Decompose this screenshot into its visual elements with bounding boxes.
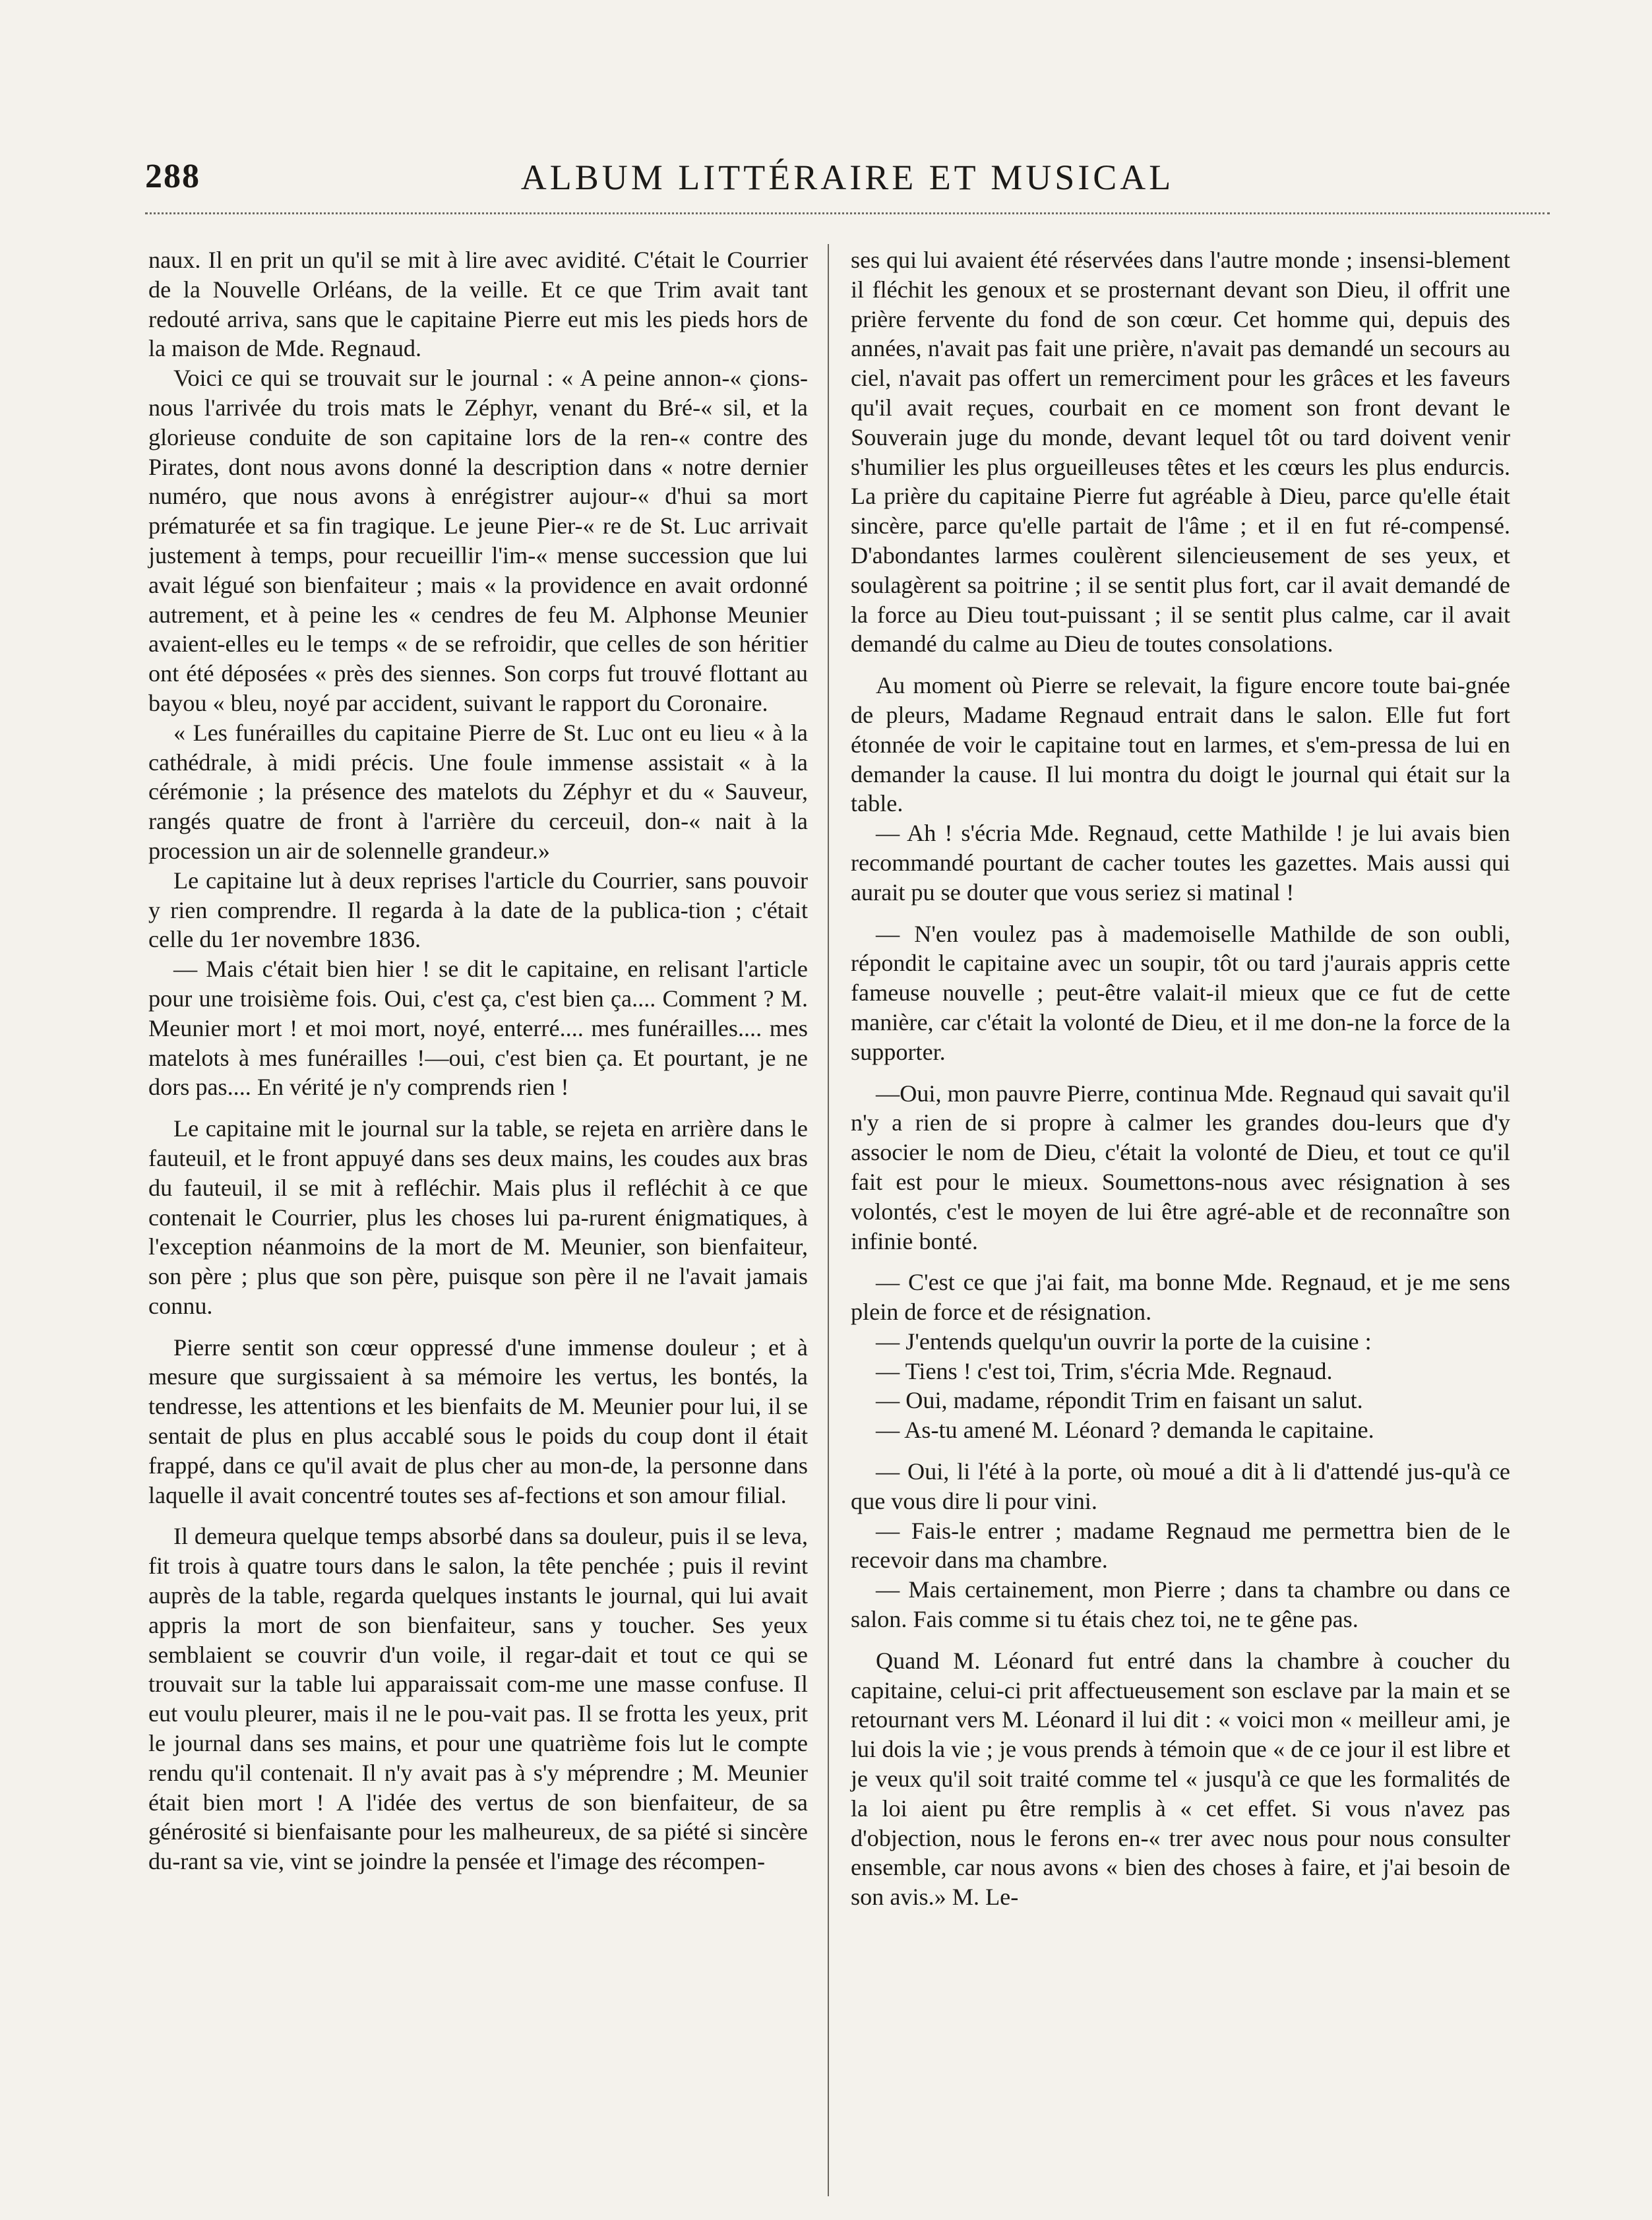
paragraph: — N'en voulez pas à mademoiselle Mathilde de son oubli, répondit le capitaine avec un soupir, tôt ou tard j'aurais appris cette fameuse nouvelle ; peut-être valait-il mieux que ce fut de cette manière, car c'était la volonté de Dieu, et il me don-ne la force de la supporter. <box>851 920 1510 1065</box>
paragraph: — As-tu amené M. Léonard ? demanda le capitaine. <box>876 1417 1374 1444</box>
header-rule <box>145 212 1550 214</box>
page-header <box>145 157 1550 210</box>
paragraph: — J'entends quelqu'un ouvrir la porte de la cuisine : <box>876 1328 1372 1355</box>
paragraph: Le capitaine lut à deux reprises l'article du Courrier, sans pouvoir y rien comprendre. Il regarda à la date de la publica-tion ; c'était celle du 1er novembre 1836. <box>148 867 808 953</box>
paragraph: Le capitaine mit le journal sur la table, se rejeta en arrière dans le fauteuil, et le front appuyé dans ses deux mains, les coudes aux bras du fauteuil, il se mit à refléchir. Mais plus il refléchit à ce que contenait le Courrier, plus les choses lui pa-rurent énigmatiques, à l'exception néanmoins de la mort de M. Meunier, son bienfaiteur, son père ; plus que son père, puisque son père il ne l'avait jamais connu. <box>148 1115 808 1319</box>
column-divider <box>828 244 829 2196</box>
paragraph: — Fais-le entrer ; madame Regnaud me permettra bien de le recevoir dans ma chambre. <box>851 1517 1510 1574</box>
paragraph: — C'est ce que j'ai fait, ma bonne Mde. Regnaud, et je me sens plein de force et de résignation. <box>851 1269 1510 1326</box>
paragraph: — Mais certainement, mon Pierre ; dans ta chambre ou dans ce salon. Fais comme si tu étais chez toi, ne te gêne pas. <box>851 1576 1510 1633</box>
left-column <box>148 245 808 1876</box>
paragraph: — Mais c'était bien hier ! se dit le capitaine, en relisant l'article pour une troisième fois. Oui, c'est ça, c'est bien ça.... Comment ? M. Meunier mort ! et moi mort, noyé, enterré.... mes funérailles.... mes matelots à mes funérailles !—oui, c'est bien ça. Et pourtant, je ne dors pas.... En vérité je n'y comprends rien ! <box>148 956 808 1101</box>
right-column <box>851 245 1510 1912</box>
paragraph: Il demeura quelque temps absorbé dans sa douleur, puis il se leva, fit trois à quatre tours dans le salon, la tête penchée ; puis il revint auprès de la table, regarda quelques instants le journal, qui lui avait appris la mort de son bienfaiteur, sans y toucher. Ses yeux semblaient se couvrir d'un voile, il regar-dait et tout ce qui se trouvait sur la table lui apparaissait com-me une masse confuse. Il eut voulu pleurer, mais il ne le pou-vait pas. Il se frotta les yeux, prit le journal dans ses mains, et pour une quatrième fois lut le compte rendu qu'il contenait. Il n'y avait pas à s'y méprendre ; M. Meunier était bien mort ! A l'idée des vertus de son bienfaiteur, de sa générosité si bienfaisante pour les malheureux, de sa piété si sincère du-rant sa vie, vint se joindre la pensée et l'image des récompen- <box>148 1523 808 1875</box>
paragraph: — Tiens ! c'est toi, Trim, s'écria Mde. Regnaud. <box>876 1357 1333 1384</box>
page-number: 288 <box>145 158 200 195</box>
paragraph: — Oui, madame, répondit Trim en faisant un salut. <box>876 1387 1363 1414</box>
paragraph: ses qui lui avaient été réservées dans l'autre monde ; insensi-blement il fléchit les genoux et se prosternant devant son Dieu, il offrit une prière fervente du fond de son cœur. Cet homme qui, depuis des années, n'avait pas fait une prière, n'avait pas demandé un secours au ciel, n'avait pas offert un remerciment pour les grâces et les faveurs qu'il avait reçues, courbait en ce moment son front devant le Souverain juge du monde, devant lequel tôt ou tard doivent venir s'humilier les plus orgueilleuses têtes et les cœurs les plus endurcis. La prière du capitaine Pierre fut agréable à Dieu, parce qu'elle était sincère, parce qu'elle partait de l'âme ; et il en fut ré-compensé. D'abondantes larmes coulèrent silencieusement de ses yeux, et soulagèrent sa poitrine ; il se sentit plus fort, car il avait demandé de la force au Dieu tout-puissant ; il se sentit plus calme, car il avait demandé du calme au Dieu de toutes consolations. <box>851 247 1510 658</box>
paragraph: Au moment où Pierre se relevait, la figure encore toute bai-gnée de pleurs, Madame Regnaud entrait dans le salon. Elle fut fort étonnée de voir le capitaine tout en larmes, et s'em-pressa de lui en demander la cause. Il lui montra du doigt le journal qui était sur la table. <box>851 672 1510 817</box>
running-title: ALBUM LITTÉRAIRE ET MUSICAL <box>520 158 1175 197</box>
paragraph: — Oui, li l'été à la porte, où moué a dit à li d'attendé jus-qu'à ce que vous dire li pour vini. <box>851 1458 1510 1514</box>
paragraph: —Oui, mon pauvre Pierre, continua Mde. Regnaud qui savait qu'il n'y a rien de si propre à calmer les grandes dou-leurs que d'y associer le nom de Dieu, c'était la volonté de Dieu, et tout ce qu'il fait est pour le mieux. Soumettons-nous avec résignation à ses volontés, c'est le moyen de lui être agré-able et de reconnaître son infinie bonté. <box>851 1080 1510 1254</box>
paragraph: — Ah ! s'écria Mde. Regnaud, cette Mathilde ! je lui avais bien recommandé pourtant de cacher toutes les gazettes. Mais aussi qui aurait pu se douter que vous seriez si matinal ! <box>851 820 1510 906</box>
paragraph: naux. Il en prit un qu'il se mit à lire avec avidité. C'était le Courrier de la Nouvelle Orléans, de la veille. Et ce que Trim avait tant redouté arriva, sans que le capitaine Pierre eut mis les pieds hors de la maison de Mde. Regnaud. <box>148 247 808 362</box>
paragraph: Voici ce qui se trouvait sur le journal : « A peine annon-« çions-nous l'arrivée du trois mats le Zéphyr, venant du Bré-« sil, et la glorieuse conduite de son capitaine lors de la ren-« contre des Pirates, dont nous avons donné la description dans « notre dernier numéro, que nous avons à enrégistrer aujour-« d'hui sa mort prématurée et sa fin tragique. Le jeune Pier-« re de St. Luc arrivait justement à temps, pour recueillir l'im-« mense succession que lui avait légué son bienfaiteur ; mais « la providence en avait ordonné autrement, et à peine les « cendres de feu M. Alphonse Meunier avaient-elles eu le temps « de se refroidir, que celles de son héritier ont été déposées « près des siennes. Son corps fut trouvé flottant au bayou « bleu, noyé par accident, suivant le rapport du Coronaire. <box>148 365 808 716</box>
paragraph: Pierre sentit son cœur oppressé d'une immense douleur ; et à mesure que surgissaient à sa mémoire les vertus, les bontés, la tendresse, les attentions et les bienfaits de M. Meunier pour lui, il se sentait de plus en plus accablé sous le poids du coup dont il était frappé, dans ce qu'il avait de plus cher au mon-de, la personne dans laquelle il avait concentré toutes ses af-fections et son amour filial. <box>148 1334 808 1508</box>
paragraph: Quand M. Léonard fut entré dans la chambre à coucher du capitaine, celui-ci prit affectueusement son esclave par la main et se retournant vers M. Léonard il lui dit : « voici mon « meilleur ami, je lui dois la vie ; je vous prends à témoin que « de ce jour il est libre et je veux qu'il soit traité comme tel « jusqu'à ce que les formalités de la loi aient pu être remplis à « cet effet. Si vous n'avez pas d'objection, nous le ferons en-« trer avec nous pour nous consulter ensemble, car nous avons « bien des choses à faire, et j'ai besoin de son avis.» M. Le- <box>851 1647 1510 1911</box>
paragraph: « Les funérailles du capitaine Pierre de St. Luc ont eu lieu « à la cathédrale, à midi précis. Une foule immense assistait « à la cérémonie ; la présence des matelots du Zéphyr et du « Sauveur, rangés quatre de front à l'arrière du cerceuil, don-« nait à la procession un air de solennelle grandeur.» <box>148 719 808 864</box>
